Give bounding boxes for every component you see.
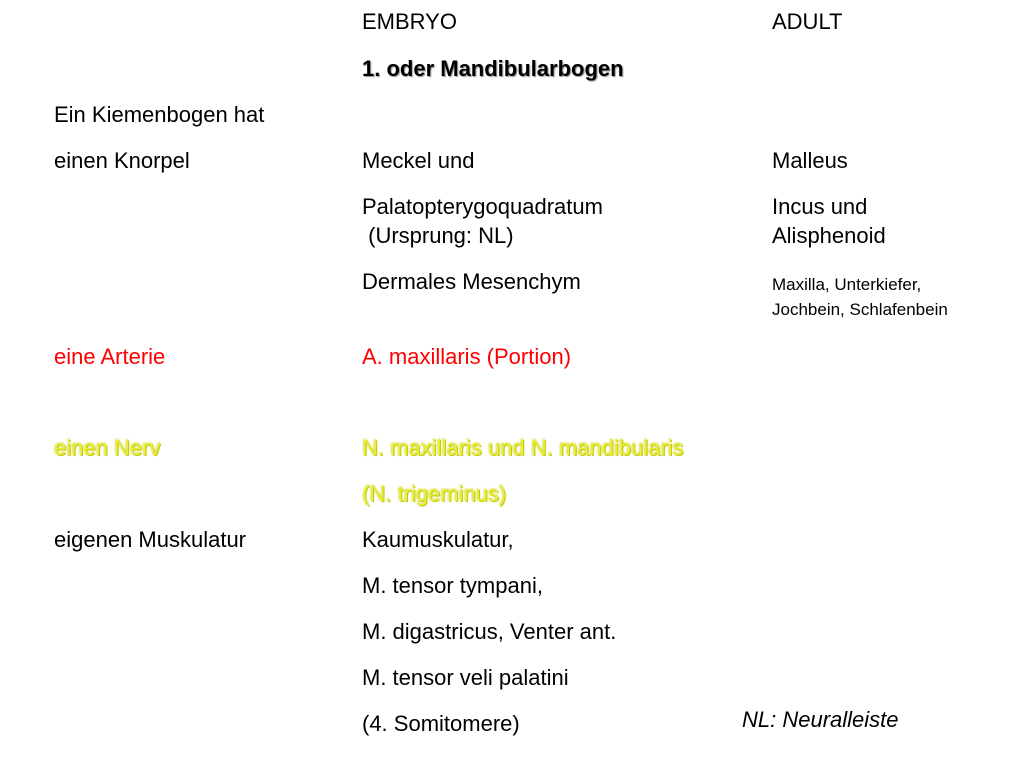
footnote: NL: Neuralleiste [742, 707, 899, 732]
nerve-embryo-line2: (N. trigeminus) [362, 481, 507, 506]
cartilage-embryo-palato-line1: Palatopterygoquadratum [362, 194, 603, 219]
cartilage-adult-malleus: Malleus [772, 148, 848, 173]
muscle-label: eigenen Muskulatur [54, 527, 247, 552]
artery-label: eine Arterie [54, 344, 166, 369]
muscle-item: Kaumuskulatur, [362, 527, 514, 552]
artery-embryo: A. maxillaris (Portion) [362, 344, 572, 369]
muscle-item: M. tensor tympani, [362, 573, 543, 598]
cartilage-adult-incus-line2: Alisphenoid [772, 223, 886, 248]
arch-title: 1. oder Mandibularbogen [362, 56, 624, 81]
nerve-label: einen Nerv [54, 435, 161, 460]
muscle-item: M. tensor veli palatini [362, 665, 569, 690]
cartilage-adult-maxilla-line1: Maxilla, Unterkiefer, [772, 275, 922, 294]
embryo-column-header: EMBRYO [362, 9, 457, 34]
cartilage-embryo-mesenchym: Dermales Mesenchym [362, 269, 581, 294]
cartilage-label: einen Knorpel [54, 148, 190, 173]
intro-text: Ein Kiemenbogen hat [54, 102, 265, 127]
cartilage-adult-incus-line1: Incus und [772, 194, 868, 219]
cartilage-adult-maxilla-line2: Jochbein, Schlafenbein [772, 300, 948, 319]
adult-column-header: ADULT [772, 9, 843, 34]
cartilage-embryo-palato-line2: (Ursprung: NL) [362, 223, 514, 248]
muscle-item: M. digastricus, Venter ant. [362, 619, 617, 644]
nerve-embryo-line1: N. maxillaris und N. mandibularis [362, 435, 684, 460]
muscle-item: (4. Somitomere) [362, 711, 520, 736]
cartilage-embryo-meckel: Meckel und [362, 148, 475, 173]
